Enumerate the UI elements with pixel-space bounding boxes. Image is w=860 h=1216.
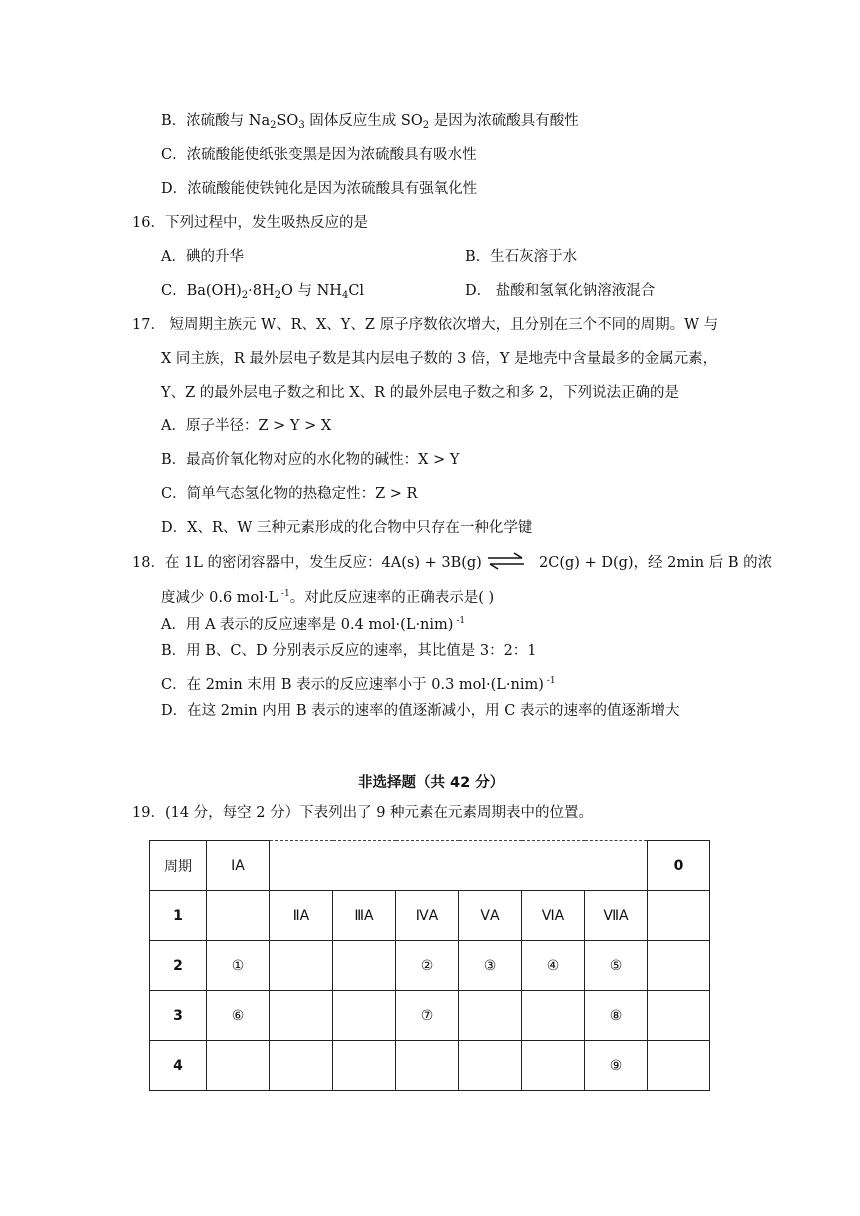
element-cell	[522, 991, 585, 1041]
element-cell	[333, 991, 396, 1041]
group-header-cell: ⅡA	[270, 891, 333, 941]
element-cell: ⑧	[585, 991, 648, 1041]
element-cell	[648, 1041, 710, 1091]
group-header-cell: ⅦA	[585, 891, 648, 941]
header-blank-span	[270, 841, 648, 891]
q18-stem-line1: 18．在 1L 的密闭容器中，发生反应：4A(s) + 3B(g) 2C(g) + D(g)，经 2min 后 B 的浓	[132, 551, 772, 573]
group-header-cell: ⅢA	[333, 891, 396, 941]
period-cell: 4	[150, 1041, 207, 1091]
element-cell: ⑥	[207, 991, 270, 1041]
q17-stem-line2: X 同主族，R 最外层电子数是其内层电子数的 3 倍，Y 是地壳中含量最多的金属元素，	[161, 351, 718, 367]
table-row	[150, 941, 710, 991]
element-cell: ⑦	[396, 991, 459, 1041]
periodic-table	[149, 840, 710, 1091]
table-row	[150, 891, 710, 941]
element-cell	[459, 991, 522, 1041]
cell	[648, 891, 710, 941]
header-period: 周期	[150, 841, 207, 891]
element-cell: ①	[207, 941, 270, 991]
q15-option-c: C．浓硫酸能使纸张变黑是因为浓硫酸具有吸水性	[161, 147, 477, 163]
q19-stem: 19．(14 分，每空 2 分）下表列出了 9 种元素在元素周期表中的位置。	[132, 805, 594, 821]
table-row	[150, 1041, 710, 1091]
element-cell: ⑤	[585, 941, 648, 991]
period-cell: 2	[150, 941, 207, 991]
q16-option-d: D． 盐酸和氢氧化钠溶液混合	[465, 283, 656, 299]
table-header-row	[150, 841, 710, 891]
q17-option-b: B．最高价氧化物对应的水化物的碱性：X > Y	[161, 452, 460, 468]
equilibrium-arrow-icon	[486, 551, 526, 571]
period-cell: 1	[150, 891, 207, 941]
cell	[207, 891, 270, 941]
element-cell	[648, 991, 710, 1041]
period-cell: 3	[150, 991, 207, 1041]
section-heading: 非选择题（共 42 分）	[358, 775, 505, 791]
q16-option-a: A．碘的升华	[161, 249, 244, 265]
element-cell	[333, 1041, 396, 1091]
q18-option-d: D．在这 2min 内用 B 表示的速率的值逐渐减小，用 C 表示的速率的值逐渐增大	[161, 703, 680, 719]
group-header-cell: ⅣA	[396, 891, 459, 941]
q16-stem: 16．下列过程中，发生吸热反应的是	[132, 215, 368, 231]
element-cell	[270, 1041, 333, 1091]
q18-option-a: A．用 A 表示的反应速率是 0.4 mol·(L·nim) $^{-1}$	[161, 616, 466, 633]
element-cell	[648, 941, 710, 991]
element-cell	[207, 1041, 270, 1091]
q17-option-d: D．X、R、W 三种元素形成的化合物中只存在一种化学键	[161, 520, 533, 536]
q15-option-d: D．浓硫酸能使铁钝化是因为浓硫酸具有强氧化性	[161, 181, 478, 197]
table-row	[150, 991, 710, 1041]
q17-stem-line1: 17． 短周期主族元 W、R、X、Y、Z 原子序数依次增大，且分别在三个不同的周期。W 与	[132, 317, 719, 333]
q18-option-c: C．在 2min 末用 B 表示的反应速率小于 0.3 mol·(L·nim) $^{-1}$	[161, 676, 556, 693]
q15-option-b: B．浓硫酸与 $Na_2SO_3$ 固体反应生成 $SO_2$ 是因为浓硫酸具有酸性	[161, 113, 579, 131]
element-cell	[270, 991, 333, 1041]
q18-stem-line2: 度减少 0.6 mol·L $^{-1}$。对此反应速率的正确表示是( )	[161, 589, 495, 606]
q17-option-c: C．简单气态氢化物的热稳定性：Z > R	[161, 486, 418, 502]
header-group-0: 0	[648, 841, 710, 891]
group-header-cell: ⅥA	[522, 891, 585, 941]
element-cell	[396, 1041, 459, 1091]
element-cell	[333, 941, 396, 991]
element-cell: ④	[522, 941, 585, 991]
q18-option-b: B．用 B、C、D 分别表示反应的速率，其比值是 3：2：1	[161, 643, 537, 659]
element-cell	[459, 1041, 522, 1091]
element-cell: ⑨	[585, 1041, 648, 1091]
element-cell: ②	[396, 941, 459, 991]
q17-stem-line3: Y、Z 的最外层电子数之和比 X、R 的最外层电子数之和多 2，下列说法正确的是	[161, 385, 680, 401]
q16-option-c: C．$Ba(OH)_2\cdot 8H_2O$ 与 $NH_4Cl$	[161, 283, 365, 301]
element-cell	[270, 941, 333, 991]
group-header-cell: ⅤA	[459, 891, 522, 941]
q16-option-b: B．生石灰溶于水	[465, 249, 578, 265]
header-group-1a: ⅠA	[207, 841, 270, 891]
q17-option-a: A．原子半径：Z > Y > X	[161, 418, 332, 434]
element-cell: ③	[459, 941, 522, 991]
element-cell	[522, 1041, 585, 1091]
